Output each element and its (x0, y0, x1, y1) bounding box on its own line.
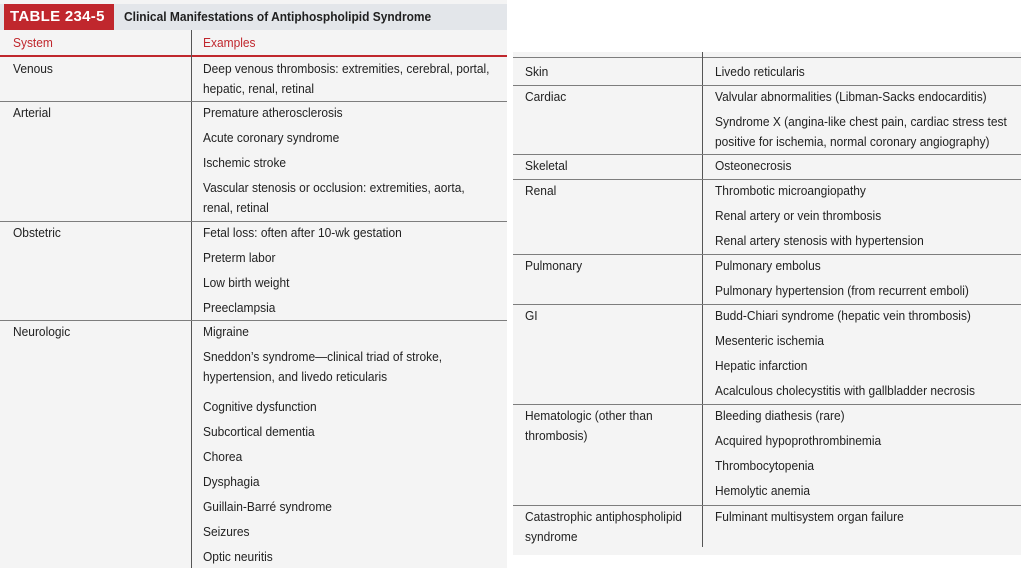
example-item: Livedo reticularis (715, 64, 805, 79)
example-item: hypertension, and livedo reticularis (203, 369, 388, 384)
system-cell: thrombosis) (525, 428, 588, 443)
example-item: Preeclampsia (203, 300, 276, 315)
row-divider (513, 85, 1021, 86)
example-item: Valvular abnormalities (Libman-Sacks endocarditis) (715, 89, 987, 104)
system-cell: Pulmonary (525, 258, 583, 273)
system-cell: Cardiac (525, 89, 567, 104)
system-cell: Hematologic (other than (525, 408, 653, 423)
example-item: Ischemic stroke (203, 155, 287, 170)
table-left-panel (0, 0, 507, 568)
row-divider (513, 304, 1021, 305)
row-divider (513, 404, 1021, 405)
system-cell: Venous (13, 61, 53, 76)
row-divider (0, 221, 507, 222)
system-cell: GI (525, 308, 538, 323)
system-cell: Neurologic (13, 324, 71, 339)
row-divider (513, 505, 1021, 506)
example-item: Low birth weight (203, 275, 290, 290)
row-divider (0, 320, 507, 321)
example-item: Chorea (203, 449, 243, 464)
column-divider (702, 52, 703, 547)
example-item: Premature atherosclerosis (203, 105, 343, 120)
example-item: Thrombocytopenia (715, 458, 815, 473)
system-cell: Renal (525, 183, 557, 198)
system-cell: Skin (525, 64, 549, 79)
example-item: Hemolytic anemia (715, 483, 811, 498)
example-item: Fulminant multisystem organ failure (715, 509, 904, 524)
example-item: Budd-Chiari syndrome (hepatic vein thrombosis) (715, 308, 971, 323)
example-item: Renal artery or vein thrombosis (715, 208, 882, 223)
table-title-bar (0, 4, 507, 30)
example-item: Migraine (203, 324, 249, 339)
example-item: Pulmonary hypertension (from recurrent emboli) (715, 283, 969, 298)
table-top-rule (513, 57, 1021, 58)
row-divider (513, 254, 1021, 255)
example-item: Cognitive dysfunction (203, 399, 317, 414)
example-item: Osteonecrosis (715, 158, 792, 173)
system-cell: Arterial (13, 105, 51, 120)
example-item: Optic neuritis (203, 549, 273, 564)
example-item: Acalculous cholecystitis with gallbladder necrosis (715, 383, 975, 398)
system-cell: Skeletal (525, 158, 568, 173)
system-cell: Obstetric (13, 225, 61, 240)
example-item: Sneddon’s syndrome—clinical triad of stroke, (203, 349, 443, 364)
example-item: Bleeding diathesis (rare) (715, 408, 845, 423)
example-item: hepatic, renal, retinal (203, 81, 315, 96)
row-divider (513, 179, 1021, 180)
example-item: Syndrome X (angina-like chest pain, cardiac stress test (715, 114, 1007, 129)
example-item: renal, retinal (203, 200, 269, 215)
table-number: TABLE 234-5 (4, 4, 114, 30)
example-item: Mesenteric ischemia (715, 333, 825, 348)
example-item: Deep venous thrombosis: extremities, cerebral, portal, (203, 61, 490, 76)
system-column-header: System (13, 35, 53, 50)
table-right-panel (513, 52, 1021, 555)
example-item: Thrombotic microangiopathy (715, 183, 866, 198)
example-item: Acute coronary syndrome (203, 130, 340, 145)
system-cell: Catastrophic antiphospholipid (525, 509, 682, 524)
example-item: Dysphagia (203, 474, 260, 489)
table-header-row (0, 32, 507, 57)
example-item: Subcortical dementia (203, 424, 315, 439)
example-item: Preterm labor (203, 250, 276, 265)
example-item: Hepatic infarction (715, 358, 808, 373)
row-divider (0, 101, 507, 102)
example-item: Vascular stenosis or occlusion: extremities, aorta, (203, 180, 465, 195)
table-title: Clinical Manifestations of Antiphospholipid Syndrome (124, 9, 432, 24)
examples-column-header: Examples (203, 35, 256, 50)
row-divider (513, 154, 1021, 155)
system-cell: syndrome (525, 529, 578, 544)
example-item: Fetal loss: often after 10-wk gestation (203, 225, 402, 240)
example-item: positive for ischemia, normal coronary angiography) (715, 134, 990, 149)
example-item: Acquired hypoprothrombinemia (715, 433, 882, 448)
example-item: Pulmonary embolus (715, 258, 821, 273)
example-item: Guillain-Barré syndrome (203, 499, 332, 514)
example-item: Seizures (203, 524, 250, 539)
column-divider (191, 30, 192, 568)
example-item: Renal artery stenosis with hypertension (715, 233, 924, 248)
